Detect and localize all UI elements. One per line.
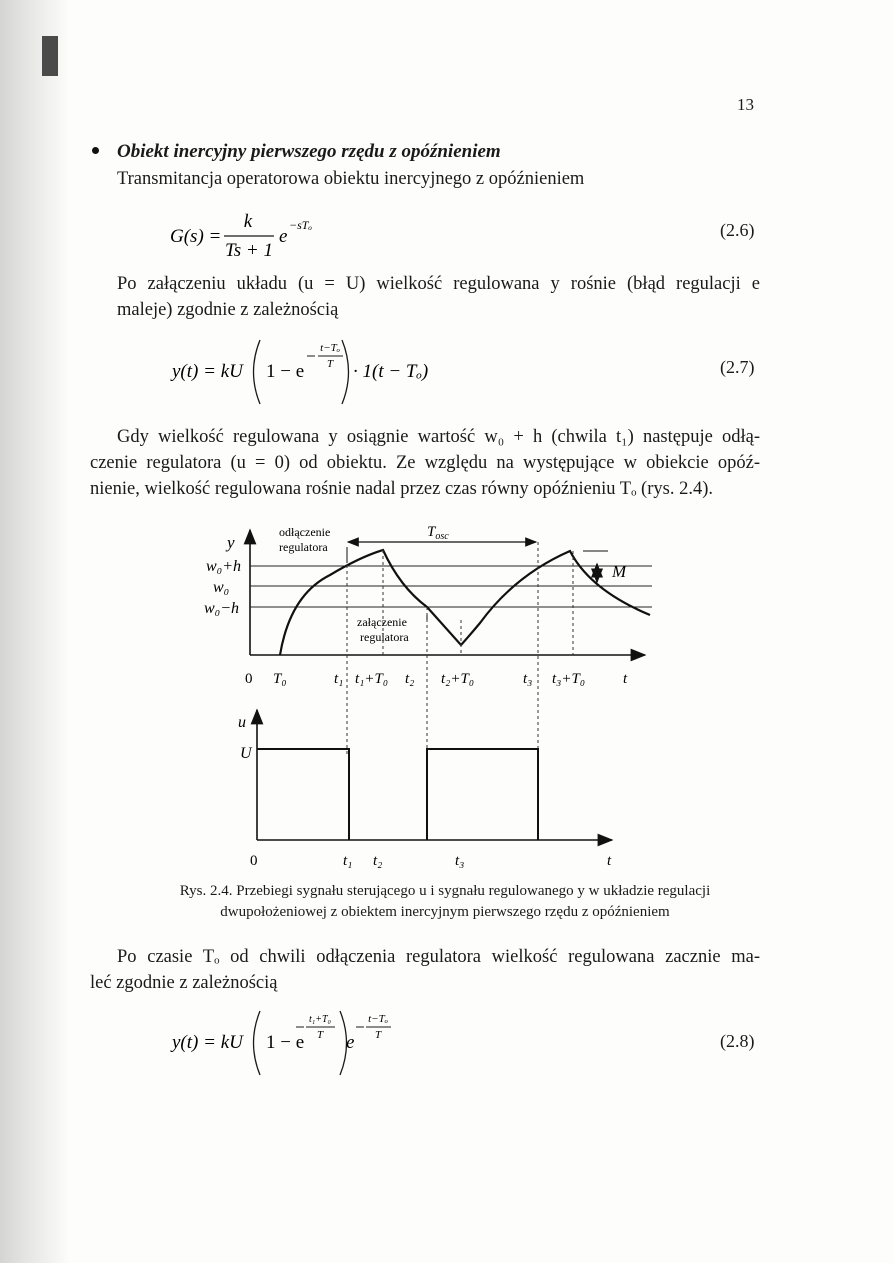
equation-2-8	[150, 1005, 470, 1080]
p4-line-1: Po czasie Tₒ od chwili odłączenia regulatora wielkość regulowana zacznie ma-	[117, 947, 760, 967]
paragraph-switch-on	[117, 271, 760, 323]
eq-2-7-lhs: y(t) = kU	[172, 361, 243, 382]
control-signal-pulse-2	[427, 749, 538, 840]
eq-2-7-one-minus-e: 1 − e	[266, 361, 305, 382]
control-signal-pulse-1	[257, 749, 349, 840]
eq-2-6-lhs: G(s) =	[170, 226, 222, 247]
x-tick-label: t₂+T₀	[441, 671, 475, 687]
x-tick-label: t₃+T₀	[552, 671, 586, 687]
x-tick-label: t	[607, 853, 612, 869]
x-tick-label: t₂	[405, 671, 415, 687]
scan-corner-mark	[42, 36, 58, 76]
eq-2-8-exp2-num: t−Tₒ	[368, 1013, 388, 1025]
p3-line-2: czenie regulatora (u = 0) od obiektu. Ze względu na występujące w obiekcie opóź-	[90, 453, 760, 473]
amplitude-label: M	[612, 562, 627, 581]
annotation-disconnect-line-1: odłączenie	[279, 525, 331, 539]
top-y-axis-label: y	[227, 533, 235, 552]
p2-line-2: maleje) zgodnie z zależnością	[117, 300, 339, 320]
x-tick-label: t₂	[373, 853, 383, 869]
eq-2-8-base2: e	[346, 1032, 355, 1053]
eq-2-6-numerator: k	[243, 211, 253, 232]
eq-2-6-exp-base: e	[279, 226, 288, 247]
eq-2-7-left-paren	[254, 340, 261, 404]
x-tick-label: t₃	[523, 671, 533, 687]
paragraph-switch-off	[90, 424, 760, 502]
eq-2-8-one-minus-e: 1 − e	[266, 1032, 305, 1053]
x-tick-label: 0	[245, 671, 253, 687]
x-tick-label: t₁	[343, 853, 353, 869]
level-label-mid: w₀	[213, 579, 230, 596]
level-label-upper: w₀+h	[206, 558, 242, 575]
equation-number-2-8: (2.8)	[720, 1031, 755, 1051]
x-tick-label: T₀	[273, 671, 287, 687]
annotation-disconnect-line-2: regulatora	[279, 540, 328, 554]
equation-2-6	[150, 205, 380, 265]
eq-2-6-exponent: −sTₒ	[289, 218, 312, 232]
equation-2-7	[150, 335, 470, 410]
eq-2-8-lhs: y(t) = kU	[172, 1032, 243, 1053]
period-label: $T_{osc}$	[427, 524, 449, 542]
p2-line-1: Po załączeniu układu (u = U) wielkość regulowana y rośnie (błąd regulacji e	[117, 274, 760, 294]
eq-2-6-denominator: Ts + 1	[224, 240, 274, 261]
annotation-connect-line-1: załączenie	[357, 615, 407, 629]
p4-line-2: leć zgodnie z zależnością	[90, 973, 278, 993]
figure-caption	[100, 881, 790, 923]
eq-2-8-exp1-den: T	[316, 1029, 324, 1041]
figure-2-4	[0, 515, 893, 875]
eq-2-8-exp1-num: t₁+T₀	[308, 1014, 332, 1025]
eq-2-7-exp-den: T	[326, 358, 334, 370]
x-tick-label: t₁	[334, 671, 344, 687]
eq-2-7-tail: · 1(t − Tₒ)	[353, 361, 429, 382]
x-tick-label: t₁+T₀	[355, 671, 389, 687]
p3-line-3: nienie, wielkość regulowana rośnie nadal przez czas równy opóźnieniu Tₒ (rys. 2.4).	[90, 479, 713, 499]
eq-2-7-exp-num: t−Tₒ	[320, 342, 340, 354]
x-tick-label: 0	[250, 853, 258, 869]
equation-number-2-6: (2.6)	[720, 220, 755, 240]
bullet-icon	[92, 147, 99, 154]
equation-number-2-7: (2.7)	[720, 357, 755, 377]
eq-2-7-right-paren	[342, 340, 349, 404]
annotation-connect-line-2: regulatora	[360, 630, 409, 644]
eq-2-8-exp2-den: T	[374, 1029, 382, 1041]
paragraph-intro: Transmitancja operatorowa obiektu inercyjnego z opóźnieniem	[117, 169, 585, 189]
x-tick-label: t₃	[455, 853, 465, 869]
x-tick-label: t	[623, 671, 628, 687]
section-title: Obiekt inercyjny pierwszego rzędu z opóźnieniem	[117, 141, 501, 162]
p3-line-1: Gdy wielkość regulowana y osiągnie wartość w₀ + h (chwila t₁) następuje odłą-	[117, 427, 760, 447]
bottom-y-axis-label: u	[238, 714, 246, 731]
paragraph-decrease	[90, 944, 760, 996]
level-label-lower: w₀−h	[204, 600, 240, 617]
eq-2-8-left-paren	[254, 1011, 261, 1075]
caption-line-2: dwupołożeniowej z obiektem inercyjnym pierwszego rzędu z opóźnieniem	[220, 904, 670, 920]
bottom-level-label: U	[240, 745, 252, 762]
caption-line-1: Rys. 2.4. Przebiegi sygnału sterującego u i sygnału regulowanego y w układzie regulacji	[179, 883, 711, 899]
page-number: 13	[737, 95, 754, 114]
